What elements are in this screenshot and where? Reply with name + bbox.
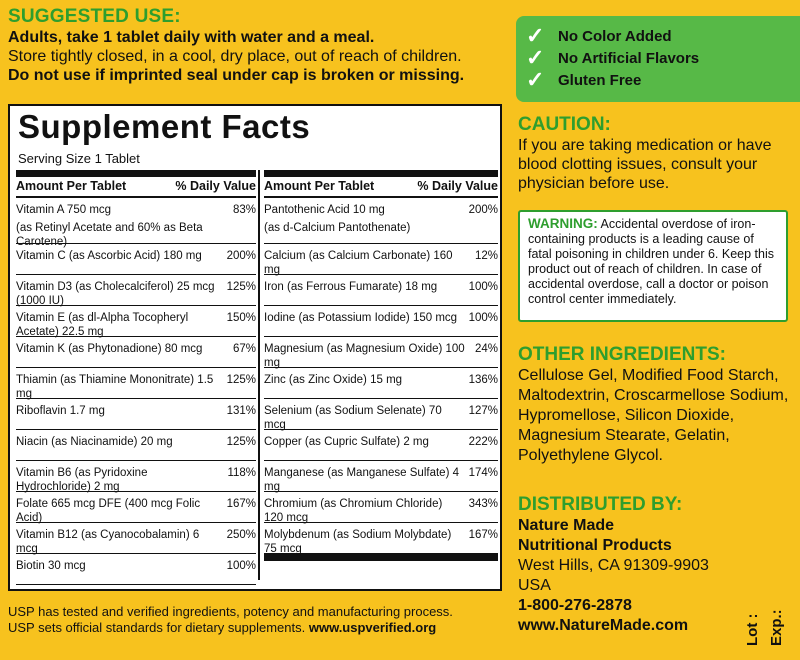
thick-rule (264, 170, 498, 177)
nutrient-name (264, 404, 469, 432)
nutrient-amount: Iron (as Ferrous Fumarate) 18 mg (264, 281, 438, 293)
facts-header-row (16, 177, 256, 198)
supplement-facts-panel (8, 104, 502, 591)
nutrient-row (16, 368, 256, 399)
nutrient-daily-value: 24% (474, 343, 498, 355)
nutrient-row (16, 399, 256, 430)
nutrient-name (264, 342, 475, 370)
nutrient-amount: Biotin 30 mcg (16, 560, 86, 572)
nutrient-row (264, 461, 498, 492)
nutrient-amount: Niacin (as Niacinamide) 20 mg (16, 436, 173, 448)
nutrient-daily-value: 174% (468, 467, 498, 479)
distributor-country: USA (518, 577, 551, 594)
nutrient-name (16, 559, 227, 573)
nutrient-source: (as Retinyl Acetate and 60% as Beta Carotene) (16, 222, 203, 248)
usp-line-1: USP has tested and verified ingredients, potency and manufacturing process. (8, 604, 453, 619)
header-daily-value: % Daily Value (175, 179, 256, 193)
usp-line-2: USP sets official standards for dietary supplements. www.uspverified.org (8, 620, 437, 635)
nutrient-source: (as d-Calcium Pantothenate) (264, 222, 411, 234)
nutrient-daily-value: 12% (474, 250, 498, 262)
warning-label: WARNING: (528, 216, 598, 231)
warning-text: Accidental overdose of iron-containing products is a leading cause of fatal poisoning in children under 6. Keep this product out of reach of children. In case of accidental overdose, call a doctor or poison control center immediately. (528, 217, 774, 306)
nutrient-row (264, 523, 498, 554)
nutrient-row (264, 244, 498, 275)
lot-label: Lot : (744, 613, 761, 646)
claim-item (526, 23, 672, 48)
nutrient-row (264, 337, 498, 368)
header-amount: Amount Per Tablet (264, 179, 375, 193)
distributor-name-2: Nutritional Products (518, 537, 672, 554)
other-ingredients-section (518, 344, 798, 466)
nutrient-name (16, 466, 227, 494)
suggested-use-heading: SUGGESTED USE: (8, 6, 181, 27)
claims-badge (516, 16, 800, 102)
claim-item (526, 67, 642, 92)
nutrient-amount: Selenium (as Sodium Selenate) 70 mcg (264, 405, 442, 431)
nutrient-amount: Riboflavin 1.7 mg (16, 405, 105, 417)
nutrient-name (16, 280, 227, 308)
facts-title: Supplement Facts (18, 108, 311, 145)
claim-label: Gluten Free (558, 71, 642, 89)
nutrient-amount: Zinc (as Zinc Oxide) 15 mg (264, 374, 403, 386)
facts-header-row (264, 177, 498, 198)
nutrient-daily-value: 100% (226, 560, 256, 572)
caution-section (518, 114, 798, 193)
nutrient-amount: Vitamin D3 (as Cholecalciferol) 25 mcg (1000 IU) (16, 281, 215, 307)
nutrient-name (16, 203, 233, 249)
caution-heading: CAUTION: (518, 114, 611, 135)
facts-column-right (264, 170, 498, 561)
nutrient-name (264, 435, 469, 449)
column-divider (258, 170, 260, 580)
nutrient-row (264, 399, 498, 430)
nutrient-name (16, 497, 227, 525)
warning-box (518, 210, 788, 322)
nutrient-daily-value: 67% (232, 343, 256, 355)
serving-size: Serving Size 1 Tablet (18, 151, 140, 166)
usp-url: www.uspverified.org (308, 620, 437, 635)
suggested-use-line-1: Adults, take 1 tablet daily with water and a meal. (8, 29, 375, 46)
nutrient-amount: Thiamin (as Thiamine Mononitrate) 1.5 mg (16, 374, 214, 400)
nutrient-daily-value: 100% (468, 281, 498, 293)
usp-statement (8, 604, 508, 636)
nutrient-row (16, 554, 256, 585)
nutrient-amount: Vitamin E (as dl-Alpha Tocopheryl Acetate) 22.5 mg (16, 312, 189, 338)
lot-exp-area (744, 590, 800, 650)
nutrient-daily-value: 150% (226, 312, 256, 324)
claim-label: No Color Added (558, 27, 672, 45)
nutrient-row (264, 198, 498, 244)
nutrient-amount: Vitamin A 750 mcg (16, 204, 112, 216)
caution-text: If you are taking medication or have blood clotting issues, consult your physician before use. (518, 137, 772, 192)
nutrient-name (264, 311, 469, 325)
distributor-website: www.NatureMade.com (518, 617, 689, 634)
thick-rule (16, 170, 256, 177)
nutrient-amount: Manganese (as Manganese Sulfate) 4 mg (264, 467, 459, 493)
suggested-use-line-2: Store tightly closed, in a cool, dry place, out of reach of children. (8, 48, 462, 65)
nutrient-row (264, 492, 498, 523)
check-icon: ✓ (526, 23, 545, 48)
nutrient-amount: Pantothenic Acid 10 mg (264, 204, 385, 216)
nutrient-daily-value: 343% (468, 498, 498, 510)
nutrient-daily-value: 125% (226, 436, 256, 448)
nutrient-row (264, 306, 498, 337)
nutrient-amount: Iodine (as Potassium Iodide) 150 mcg (264, 312, 458, 324)
nutrient-amount: Copper (as Cupric Sulfate) 2 mg (264, 436, 429, 448)
nutrient-daily-value: 125% (226, 374, 256, 386)
header-amount: Amount Per Tablet (16, 179, 127, 193)
nutrient-name (16, 249, 227, 263)
nutrient-row (16, 198, 256, 248)
nutrient-amount: Folate 665 mcg DFE (400 mcg Folic Acid) (16, 498, 201, 524)
distributor-city: West Hills, CA 91309-9903 (518, 557, 709, 574)
exp-label: Exp.: (768, 609, 785, 646)
distributed-by-section (518, 494, 758, 636)
nutrient-daily-value: 222% (468, 436, 498, 448)
nutrient-name (16, 404, 227, 418)
nutrient-amount: Vitamin B12 (as Cyanocobalamin) 6 mcg (16, 529, 200, 555)
nutrient-name (16, 435, 227, 449)
nutrient-row (16, 275, 256, 306)
nutrient-row (264, 430, 498, 461)
nutrient-name (16, 373, 227, 401)
nutrient-name (16, 342, 233, 356)
nutrient-daily-value: 100% (468, 312, 498, 324)
nutrient-amount: Vitamin B6 (as Pyridoxine Hydrochloride) 2 mg (16, 467, 148, 493)
nutrient-row (264, 368, 498, 399)
facts-column-left (16, 170, 256, 585)
nutrient-daily-value: 167% (468, 529, 498, 541)
claim-label: No Artificial Flavors (558, 49, 700, 67)
other-ingredients-heading: OTHER INGREDIENTS: (518, 344, 726, 365)
nutrient-row (16, 461, 256, 492)
other-ingredients-text: Cellulose Gel, Modified Food Starch, Maltodextrin, Croscarmellose Sodium, Hypromellose, Silicon Dioxide, Magnesium Stearate, Gelatin, Polyethylene Glycol. (518, 367, 789, 464)
nutrient-name (264, 497, 469, 525)
nutrient-amount: Vitamin C (as Ascorbic Acid) 180 mg (16, 250, 202, 262)
nutrient-row (264, 275, 498, 306)
nutrient-name (264, 466, 469, 494)
nutrient-row (16, 244, 256, 275)
nutrient-daily-value: 136% (468, 374, 498, 386)
nutrient-name (264, 280, 469, 294)
nutrient-daily-value: 250% (226, 529, 256, 541)
nutrient-daily-value: 125% (226, 281, 256, 293)
nutrient-amount: Magnesium (as Magnesium Oxide) 100 mg (264, 343, 465, 369)
check-icon: ✓ (526, 67, 545, 92)
suggested-use-section (8, 6, 508, 85)
nutrient-row (16, 337, 256, 368)
nutrient-daily-value: 200% (468, 204, 498, 216)
nutrient-name (264, 203, 469, 235)
nutrient-daily-value: 83% (232, 204, 256, 216)
nutrient-name (264, 373, 469, 387)
nutrient-row (16, 430, 256, 461)
nutrient-daily-value: 131% (226, 405, 256, 417)
facts-rows-right (264, 198, 498, 554)
nutrient-name (16, 311, 227, 339)
nutrient-amount: Vitamin K (as Phytonadione) 80 mcg (16, 343, 203, 355)
suggested-use-line-3: Do not use if imprinted seal under cap is broken or missing. (8, 67, 465, 84)
check-icon: ✓ (526, 45, 545, 70)
facts-rows-left (16, 198, 256, 585)
distributed-heading: DISTRIBUTED BY: (518, 494, 683, 515)
nutrient-row (16, 492, 256, 523)
distributor-name-1: Nature Made (518, 517, 615, 534)
nutrient-name (16, 528, 227, 556)
nutrient-daily-value: 118% (227, 467, 256, 479)
nutrient-row (16, 523, 256, 554)
nutrient-daily-value: 167% (226, 498, 256, 510)
distributor-phone: 1-800-276-2878 (518, 597, 632, 614)
nutrient-name (264, 528, 469, 556)
nutrient-amount: Chromium (as Chromium Chloride) 120 mcg (264, 498, 443, 524)
nutrient-amount: Calcium (as Calcium Carbonate) 160 mg (264, 250, 453, 276)
header-daily-value: % Daily Value (417, 179, 498, 193)
claim-item (526, 45, 700, 70)
nutrient-row (16, 306, 256, 337)
nutrient-name (264, 249, 475, 277)
nutrient-daily-value: 127% (468, 405, 498, 417)
nutrient-amount: Molybdenum (as Sodium Molybdate) 75 mcg (264, 529, 452, 555)
nutrient-daily-value: 200% (226, 250, 256, 262)
